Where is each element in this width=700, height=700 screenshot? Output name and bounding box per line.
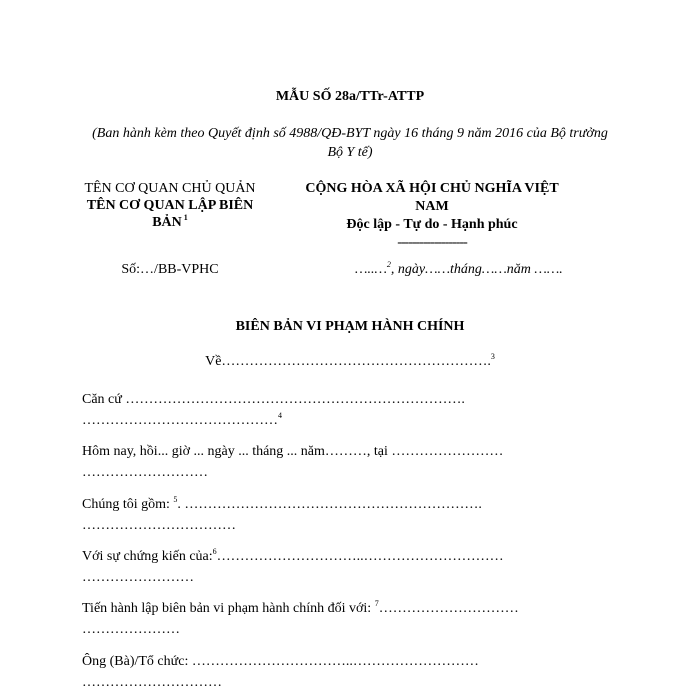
issued-note: (Ban hành kèm theo Quyết định số 4988/QĐ-BYT ngày 16 tháng 9 năm 2016 của Bộ trưởng Bộ Y tế) — [92, 126, 608, 160]
nation-block — [292, 180, 572, 252]
footnote-6: 6 — [212, 547, 217, 556]
subject-label: Về…………………………………………………. — [205, 354, 491, 369]
nation-motto: Độc lập - Tự do - Hạnh phúc — [346, 217, 518, 232]
issuing-agency-name — [80, 197, 260, 231]
field-person-org-label: Ông (Bà)/Tổ chức: ……………………………..……………………… ………………………… — [82, 654, 479, 690]
field-inspectors-blank: . ………………………………………………………. …………………………… — [82, 497, 482, 533]
field-witnesses — [82, 546, 582, 588]
parent-agency-name: TÊN CƠ QUAN CHỦ QUẢN — [84, 181, 256, 196]
field-time-place — [82, 441, 582, 483]
subject-line — [0, 354, 700, 370]
issuing-agency-label: TÊN CƠ QUAN LẬP BIÊN BẢN — [86, 198, 254, 230]
field-inspectors-label: Chúng tôi gồm: — [82, 497, 170, 512]
nation-divider: ------------------- — [397, 235, 467, 250]
field-violator-label: Tiến hành lập biên bản vi phạm hành chính đối với: — [82, 601, 372, 616]
footnote-7: 7 — [374, 599, 379, 608]
document-title: BIÊN BẢN VI PHẠM HÀNH CHÍNH — [235, 319, 465, 334]
date-line — [355, 262, 563, 278]
footnote-2: 2 — [386, 260, 391, 269]
field-time-place-label: Hôm nay, hồi... giờ ... ngày ... tháng ... năm………, tại …………………… ……………………… — [82, 444, 504, 480]
field-witnesses-blank: …………………………..………………………… …………………… — [82, 549, 504, 585]
form-code: MẪU SỐ 28a/TTr-ATTP — [275, 89, 425, 104]
field-violator-blank: ………………………… ………………… — [82, 601, 519, 637]
document-number: Số:…/BB-VPHC — [121, 262, 219, 277]
date-rest: , ngày……tháng……năm ……. — [390, 262, 563, 277]
field-witnesses-label: Với sự chứng kiến của: — [82, 549, 213, 564]
footnote-1 — [182, 213, 188, 222]
field-legal-basis — [82, 389, 582, 431]
footnote-1-number: 1 — [183, 213, 188, 222]
field-legal-basis-label: Căn cứ ………………………………………………………………. …………………………………… — [82, 392, 465, 428]
footnote-3: 3 — [490, 352, 495, 361]
field-inspectors — [82, 494, 582, 536]
agency-block — [80, 180, 260, 231]
date-place: …..… — [355, 262, 387, 277]
field-person-org — [82, 651, 582, 693]
nation-name: CỘNG HÒA XÃ HỘI CHỦ NGHĨA VIỆT NAM — [305, 181, 559, 214]
field-violator — [82, 598, 582, 640]
footnote-5: 5 — [173, 495, 178, 504]
footnote-4: 4 — [278, 411, 282, 420]
